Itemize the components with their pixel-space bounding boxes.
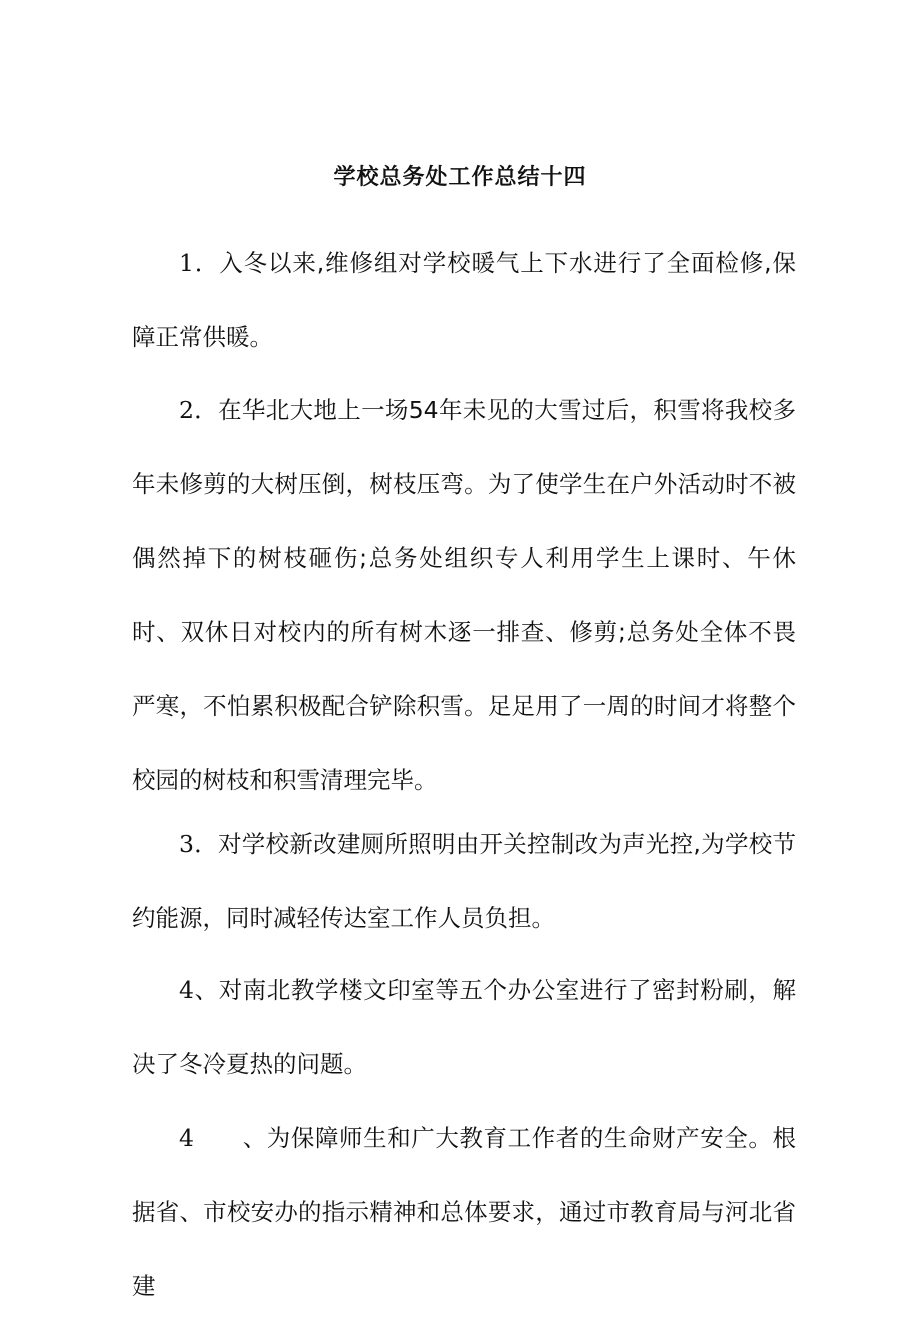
paragraph-2: [132, 373, 796, 817]
paragraph-number: 1: [179, 249, 194, 277]
paragraph-number: 3: [179, 830, 194, 858]
paragraph-number: 4: [179, 1124, 194, 1152]
paragraph-separator: 、: [193, 976, 219, 1004]
paragraph-separator: ．: [193, 830, 218, 858]
paragraph-separator: ．: [193, 249, 220, 277]
paragraph-1: [132, 226, 796, 374]
paragraph-separator: ．: [193, 396, 219, 424]
paragraph-5: [132, 1101, 796, 1323]
paragraph-separator: 、: [193, 1124, 267, 1152]
document-title: 学校总务处工作总结十四: [333, 165, 587, 190]
paragraph-3: [132, 807, 796, 955]
paragraph-text: 在华北大地上一场54年未见的大雪过后，积雪将我校多年未修剪的大树压倒，树枝压弯。为了使学生在户外活动时不被偶然掉下的树枝砸伤;总务处组织专人利用学生上课时、午休时、双休日对校内的所有树木逐一排查、修剪;总务处全体不畏严寒，不怕累积极配合铲除积雪。足足用了一周的时间才将整个校园的树枝和积雪清理完毕。: [132, 396, 797, 794]
paragraph-text: 对学校新改建厕所照明由开关控制改为声光控,为学校节约能源，同时减轻传达室工作人员负担。: [132, 830, 796, 932]
paragraph-4: [132, 953, 796, 1101]
paragraph-number: 2: [179, 396, 194, 424]
paragraph-text: 为保障师生和广大教育工作者的生命财产安全。根据省、市校安办的指示精神和总体要求，通过市教育局与河北省建: [132, 1124, 796, 1300]
paragraph-number: 4: [179, 976, 194, 1004]
paragraph-text: 入冬以来,维修组对学校暖气上下水进行了全面检修,保障正常供暖。: [132, 249, 796, 351]
paragraph-text: 对南北教学楼文印室等五个办公室进行了密封粉刷，解决了冬冷夏热的问题。: [132, 976, 797, 1078]
